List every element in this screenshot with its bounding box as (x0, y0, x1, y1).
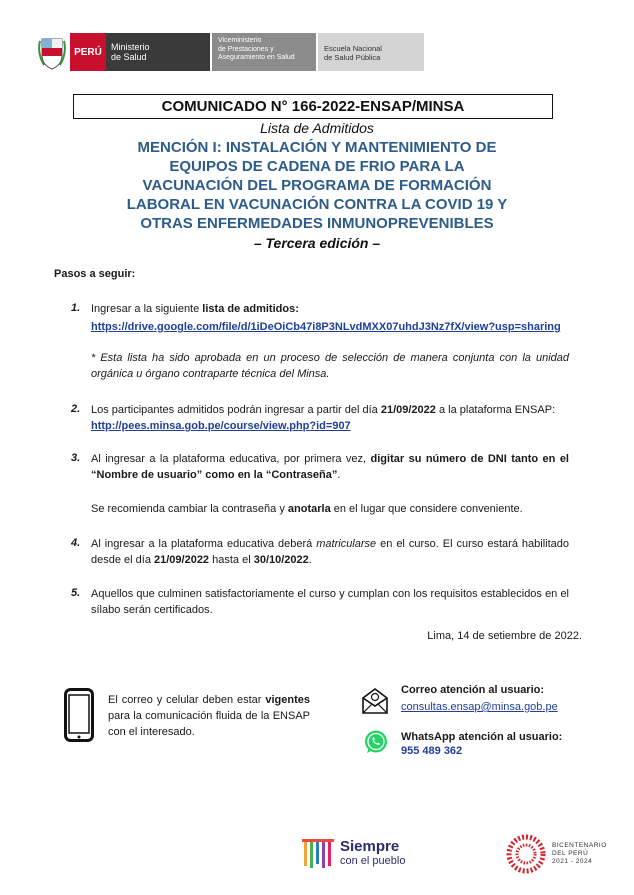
step-1-link-wrap (91, 319, 591, 335)
siempre-text (340, 839, 405, 867)
email-icon (360, 686, 390, 716)
step-4-number: 4. (71, 537, 81, 549)
mention-line4: LABORAL EN VACUNACIÓN CONTRA LA COVID 19 Y (126, 196, 508, 213)
steps-heading: Pasos a seguir: (54, 268, 136, 280)
whatsapp-icon (363, 729, 389, 755)
step-1-pre: Ingresar a la siguiente (91, 303, 203, 315)
mention-line2: EQUIPOS DE CADENA DE FRIO PARA LA (169, 158, 465, 175)
whatsapp-number: 955 489 362 (401, 745, 463, 757)
siempre-line1: Siempre (340, 838, 400, 855)
header-logos (38, 33, 424, 71)
document-date: Lima, 14 de setiembre de 2022. (427, 630, 582, 642)
mention-title (50, 138, 584, 233)
bicentenario-text (552, 842, 607, 866)
contact-note-bold: vigentes (265, 694, 310, 706)
step-4-text (91, 536, 569, 568)
vice-line2: de Prestaciones y (218, 45, 274, 53)
mobile-phone-icon (64, 688, 94, 742)
siempre-logo-icon (300, 835, 336, 871)
step-3-number: 3. (71, 452, 81, 464)
step-3-rec-post: en el lugar que considere conveniente. (330, 503, 523, 515)
vice-line3: Aseguramiento en Salud (218, 54, 295, 61)
ensap-platform-link[interactable]: http://pees.minsa.gob.pe/course/view.php?id=907 (91, 420, 351, 432)
step-2-pre: Los participantes admitidos podrán ingresar a partir del día (91, 404, 381, 416)
step-3-text (91, 451, 569, 483)
comunicado-title: COMUNICADO N° 166-2022-ENSAP/MINSA (73, 94, 553, 119)
step-2-post: a la plataforma ENSAP: (435, 404, 556, 416)
step-4-mid2: hasta el (209, 554, 254, 566)
bicentenario-emblem-icon (506, 834, 546, 874)
siempre-line2: con el pueblo (340, 855, 406, 867)
mention-line3: VACUNACIÓN DEL PROGRAMA DE FORMACIÓN (142, 177, 492, 194)
contact-note (108, 692, 310, 740)
step-1-note: * Esta lista ha sido aprobada en un proceso de selección de manera conjunta con la unidad orgánica u órgano contraparte técnica del Minsa. (91, 352, 569, 380)
ministerio-line2: de Salud (111, 52, 147, 62)
step-3-rec-pre: Se recomienda cambiar la contraseña y (91, 503, 288, 515)
whatsapp-label: WhatsApp atención al usuario: (401, 731, 563, 743)
step-3-pre: Al ingresar a la plataforma educativa, por primera vez, (91, 453, 371, 465)
step-4-post: . (308, 554, 312, 566)
step-4-italic: matricularse (316, 538, 377, 550)
bicen-line2: DEL PERÚ (552, 850, 589, 857)
step-4-start-date: 21/09/2022 (154, 554, 210, 566)
siempre-con-el-pueblo-logo (300, 833, 405, 873)
step-5-number: 5. (71, 587, 81, 599)
subtitle: Lista de Admitidos (260, 120, 374, 136)
email-link[interactable]: consultas.ensap@minsa.gob.pe (401, 701, 558, 713)
email-label: Correo atención al usuario: (401, 684, 545, 696)
step-2-number: 2. (71, 403, 81, 415)
bicen-line3: 2021 - 2024 (552, 858, 593, 865)
contact-note-pre: El correo y celular deben estar (108, 694, 266, 706)
step-1-text (91, 301, 569, 317)
step-2-date: 21/09/2022 (380, 404, 436, 416)
step-2-text (91, 402, 569, 418)
step-1-number: 1. (71, 302, 81, 314)
step-3-recommendation (91, 501, 569, 517)
viceministerio-label (212, 33, 316, 71)
bicentenario-logo (506, 833, 607, 875)
step-4-mid: en el curso. El curso estará habilitado desde el día (91, 538, 569, 566)
contact-note-post: para la comunicación fluida de la ENSAP con el interesado. (108, 710, 310, 738)
ministerio-line1: Ministerio (111, 42, 150, 52)
escuela-line1: Escuela Nacional (324, 44, 382, 53)
vice-line1: Viceministerio (218, 37, 262, 44)
step-3-bold: digitar su número de DNI tanto en el “Nombre de usuario” como en la “Contraseña” (91, 453, 569, 481)
mention-line5: OTRAS ENFERMEDADES INMUNOPREVENIBLES (140, 215, 494, 232)
step-3-post: . (337, 469, 341, 481)
step-3-rec-bold: anotarla (287, 503, 331, 515)
peru-label: PERÚ (70, 33, 106, 71)
step-4-end-date: 30/10/2022 (253, 554, 309, 566)
escuela-line2: de Salud Pública (324, 53, 381, 62)
mention-line1: MENCIÓN I: INSTALACIÓN Y MANTENIMIENTO DE (137, 139, 497, 156)
ministerio-label (106, 33, 210, 71)
edition-label: – Tercera edición – (253, 235, 381, 251)
step-4-pre: Al ingresar a la plataforma educativa deberá (91, 538, 317, 550)
peru-crest-icon (38, 33, 66, 71)
admitidos-list-link[interactable]: https://drive.google.com/file/d/1iDeOiCb47i8P3NLvdMXX07uhdJ3Nz7fX/view?usp=sharing (91, 321, 561, 333)
step-1-bold: lista de admitidos: (202, 303, 299, 315)
escuela-label (318, 33, 424, 71)
step-5-text: Aquellos que culminen satisfactoriamente el curso y cumplan con los requisitos establecidos en el sílabo serán certificados. (91, 588, 569, 616)
bicen-line1: BICENTENARIO (552, 842, 607, 849)
step-2-link-wrap (91, 418, 569, 434)
